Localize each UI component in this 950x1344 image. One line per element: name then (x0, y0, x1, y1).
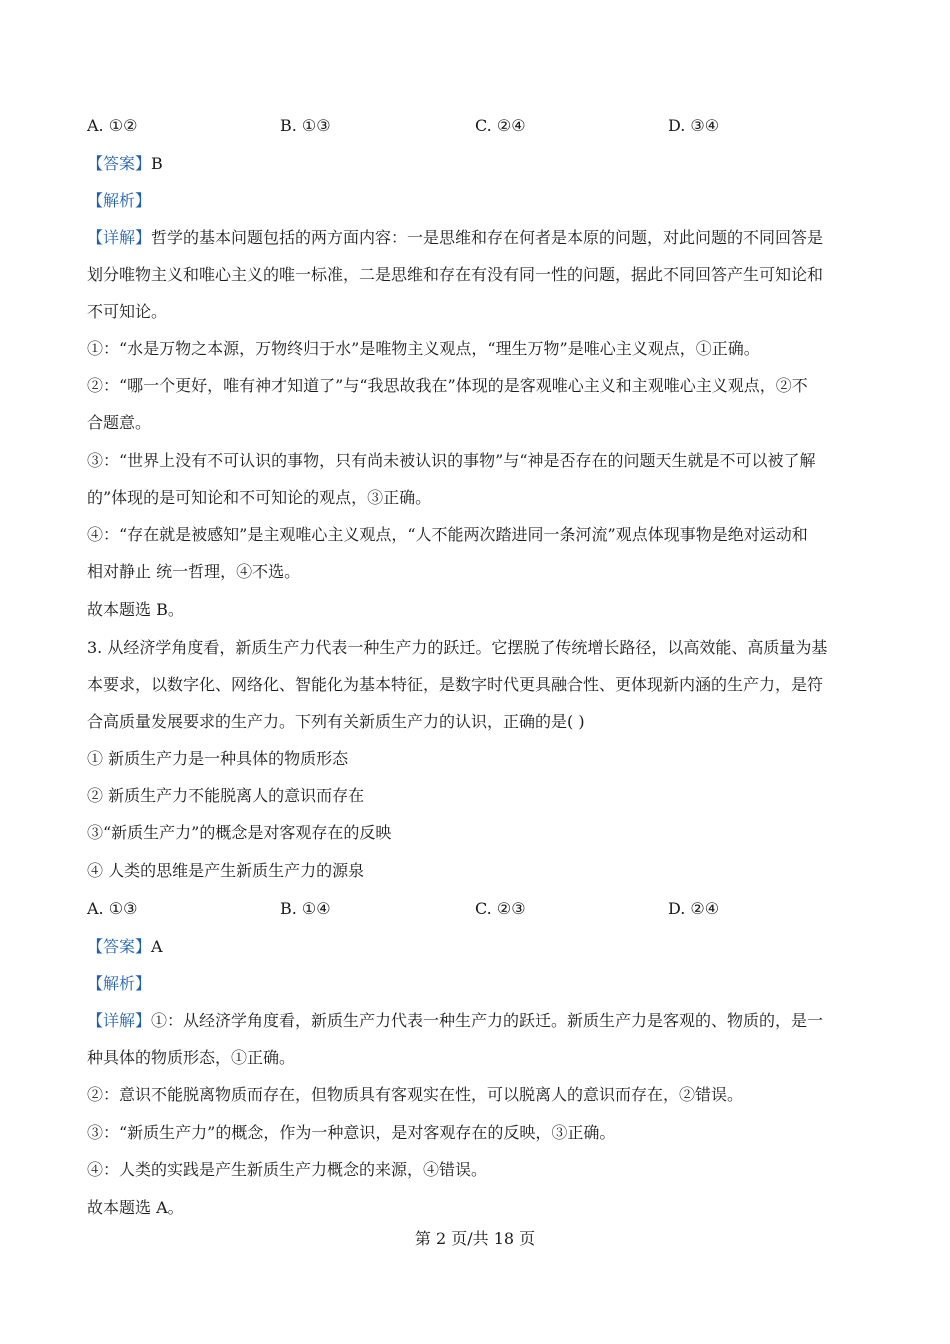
q3-statement: ④ 人类的思维是产生新质生产力的源泉 (87, 861, 365, 880)
q2-analysis-tag: 【解析】 (87, 191, 152, 210)
q2-option-a: A. ①② (87, 116, 138, 135)
q3-option-c: C. ②③ (475, 899, 526, 918)
q2-detail-line: 不可知论。 (87, 302, 168, 321)
detail-tag: 【详解】 (87, 1011, 152, 1030)
q3-statement: ② 新质生产力不能脱离人的意识而存在 (87, 786, 365, 805)
q2-detail-line: ①：“水是万物之本源，万物终归于水”是唯物主义观点，“理生万物”是唯心主义观点，①正确。 (87, 339, 760, 358)
answer-tag: 【答案】 (87, 937, 152, 956)
q3-option-b: B. ①④ (280, 899, 331, 918)
q3-detail-line: ②：意识不能脱离物质而存在，但物质具有客观实在性，可以脱离人的意识而存在，②错误。 (87, 1085, 744, 1104)
q2-option-d: D. ③④ (668, 116, 720, 135)
q2-option-b: B. ①③ (280, 116, 331, 135)
q3-conclusion: 故本题选 A。 (87, 1198, 184, 1217)
q2-detail-line: 合题意。 (87, 413, 152, 432)
q2-detail-line: ②：“哪一个更好，唯有神才知道了”与“我思故我在”体现的是客观唯心主义和主观唯心主义观点，②不 (87, 376, 808, 395)
q3-stem-line: 合高质量发展要求的生产力。下列有关新质生产力的认识，正确的是( ) (87, 712, 585, 731)
q3-statement: ③“新质生产力”的概念是对客观存在的反映 (87, 823, 392, 842)
q3-statement: ① 新质生产力是一种具体的物质形态 (87, 749, 349, 768)
answer-value: A (151, 937, 163, 956)
q2-detail-line: 划分唯物主义和唯心主义的唯一标准，二是思维和存在有没有同一性的问题，据此不同回答产生可知论和 (87, 265, 824, 284)
q2-option-c: C. ②④ (475, 116, 526, 135)
q2-detail-line: ③：“世界上没有不可认识的事物，只有尚未被认识的事物”与“神是否存在的问题天生就是不可以被了解 (87, 451, 816, 470)
q3-stem-line: 3. 从经济学角度看，新质生产力代表一种生产力的跃迁。它摆脱了传统增长路径，以高效能、高质量为基 (87, 638, 828, 657)
page-footer: 第 2 页/共 18 页 (414, 1229, 536, 1248)
q3-answer (87, 935, 163, 959)
q2-detail-line: 的”体现的是可知论和不可知论的观点，③正确。 (87, 488, 432, 507)
q2-answer (87, 152, 163, 176)
q3-detail-line: ④：人类的实践是产生新质生产力概念的来源，④错误。 (87, 1160, 488, 1179)
answer-value: B (151, 154, 163, 173)
q3-analysis-tag: 【解析】 (87, 974, 152, 993)
q2-detail-line: 相对静止 统一哲理，④不选。 (87, 562, 301, 581)
q3-detail-line (87, 1009, 823, 1033)
q3-detail-line: 种具体的物质形态，①正确。 (87, 1048, 296, 1067)
detail-tag: 【详解】 (87, 228, 152, 247)
q2-detail-text: 哲学的基本问题包括的两方面内容：一是思维和存在何者是本原的问题，对此问题的不同回答是 (151, 228, 824, 247)
q3-stem-line: 本要求，以数字化、网络化、智能化为基本特征，是数字时代更具融合性、更体现新内涵的生产力，是符 (87, 675, 824, 694)
q3-detail-line: ③：“新质生产力”的概念，作为一种意识，是对客观存在的反映，③正确。 (87, 1123, 616, 1142)
answer-tag: 【答案】 (87, 154, 152, 173)
q3-option-d: D. ②④ (668, 899, 720, 918)
q3-detail-text: ①：从经济学角度看，新质生产力代表一种生产力的跃迁。新质生产力是客观的、物质的，是一 (151, 1011, 824, 1030)
q3-option-a: A. ①③ (87, 899, 138, 918)
q2-detail-line: ④：“存在就是被感知”是主观唯心主义观点，“人不能两次踏进同一条河流”观点体现事物是绝对运动和 (87, 525, 808, 544)
q2-detail-line (87, 226, 823, 250)
q2-conclusion: 故本题选 B。 (87, 600, 184, 619)
